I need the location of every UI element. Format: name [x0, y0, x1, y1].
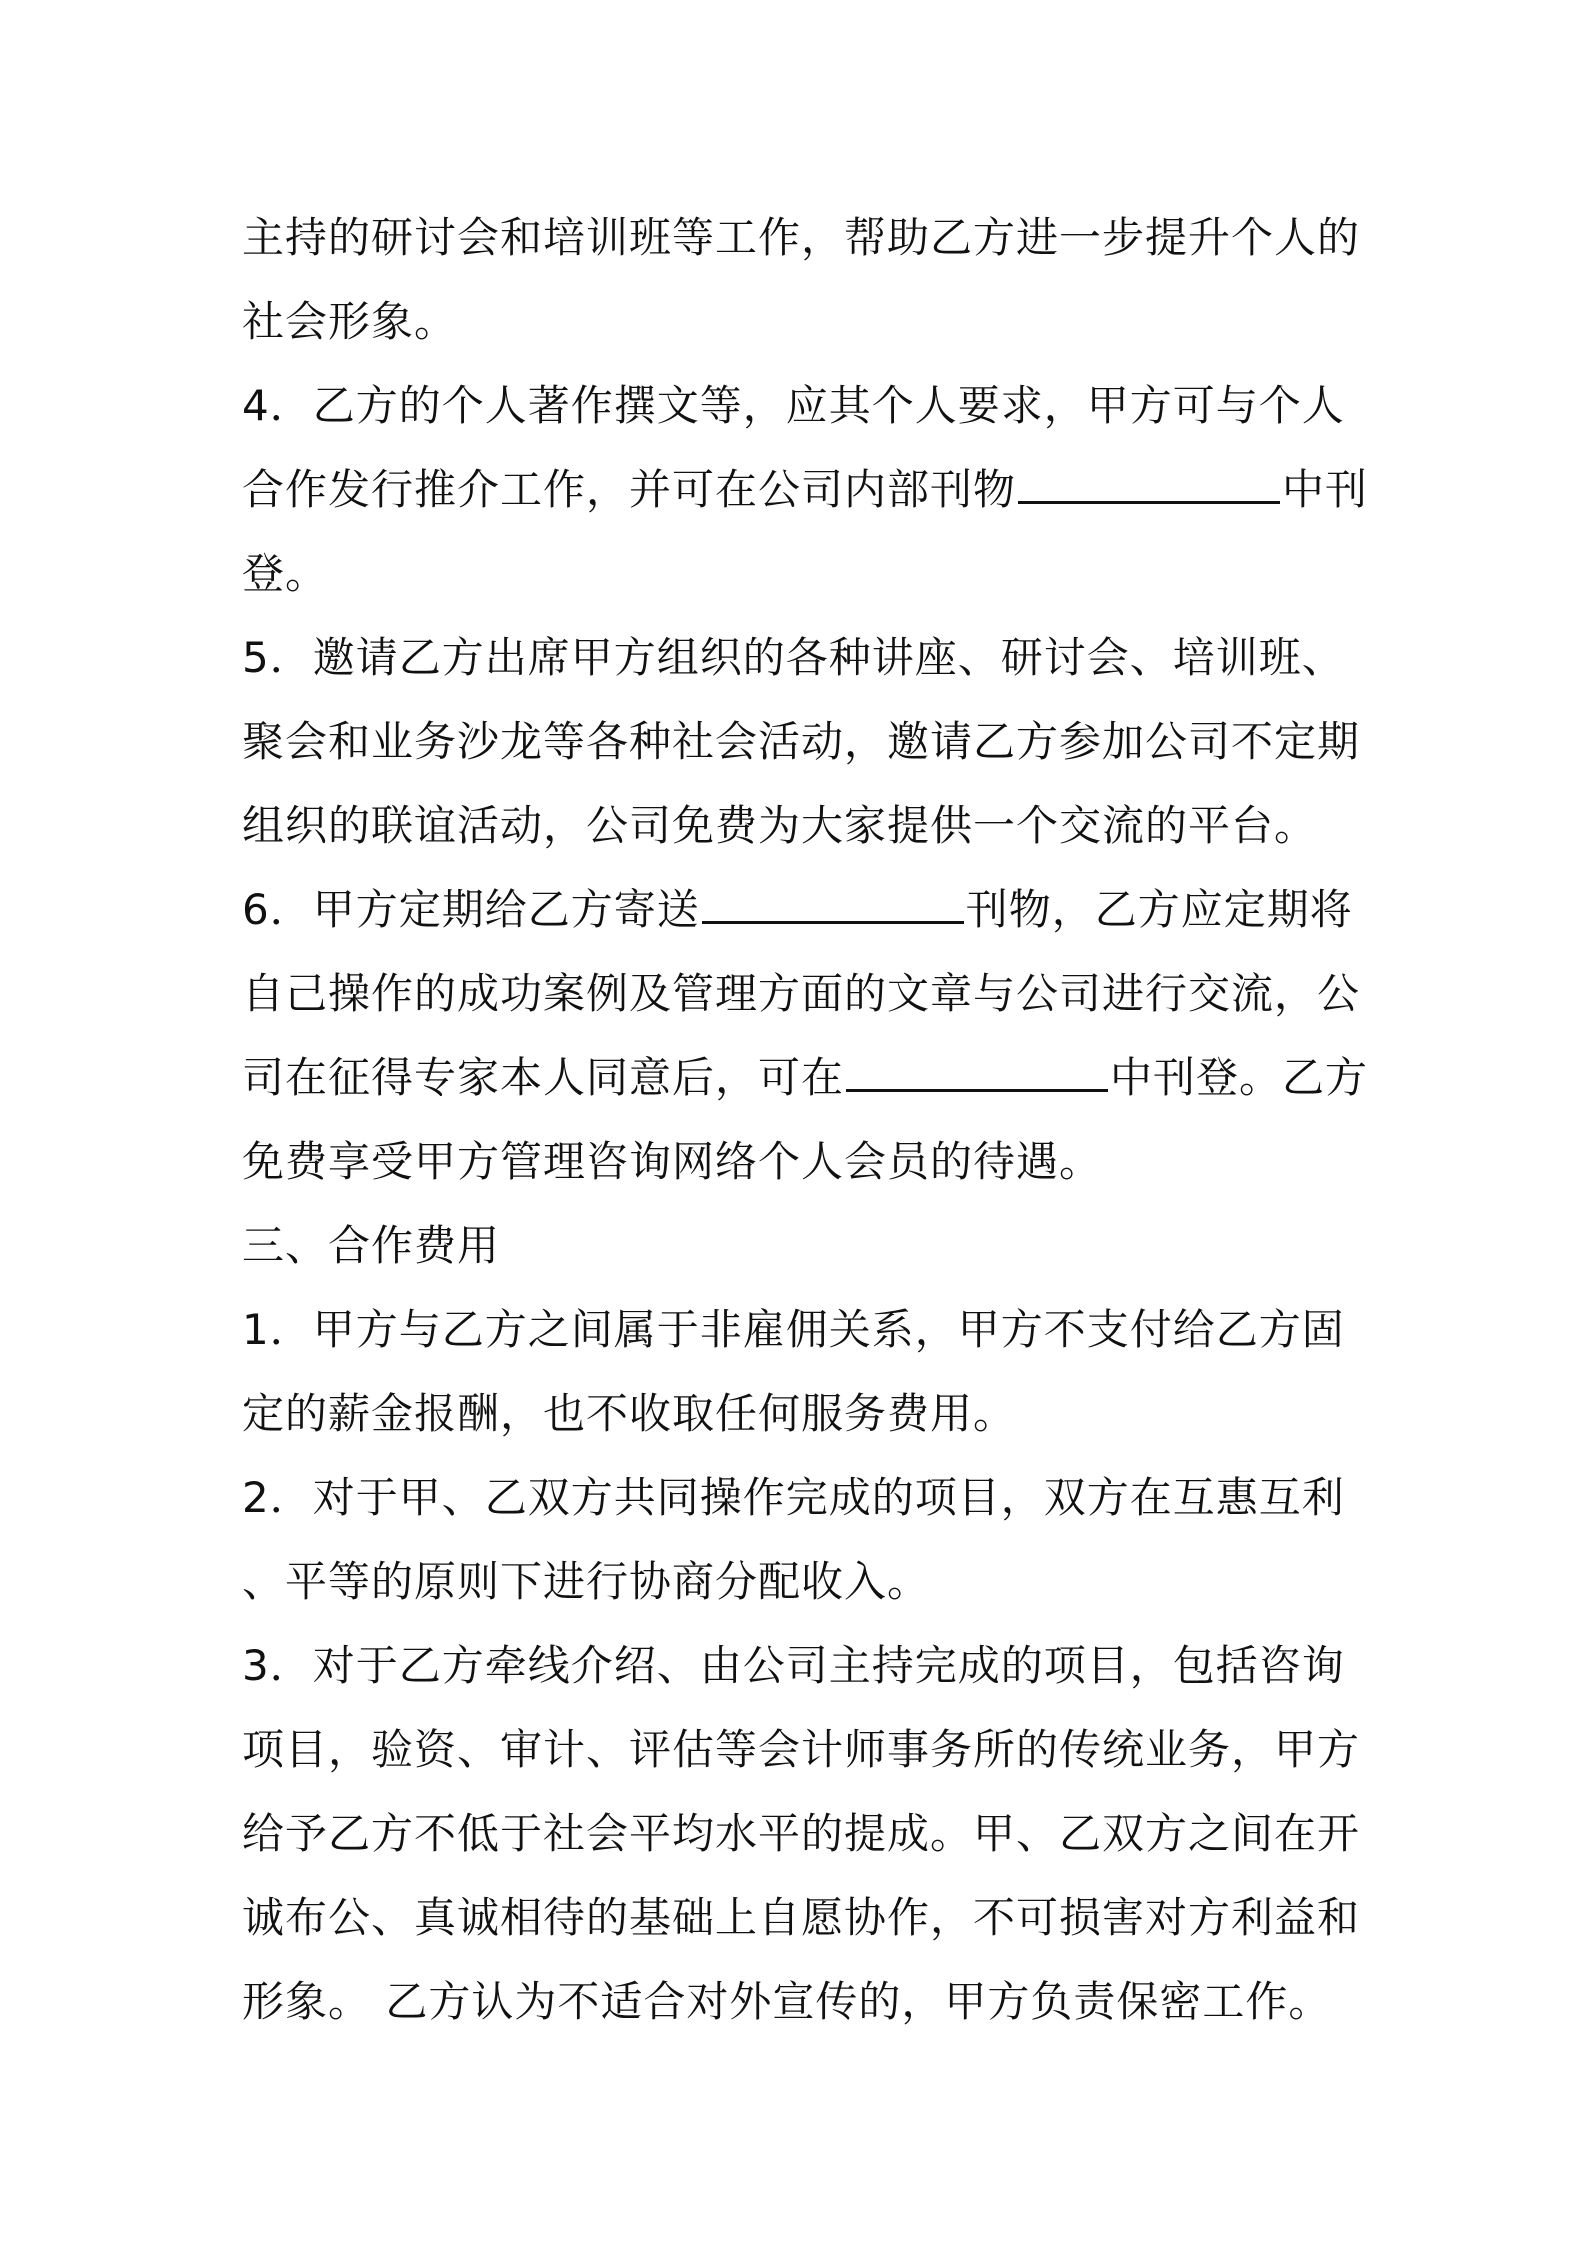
text-segment: 司在征得专家本人同意后，可在 — [242, 1053, 845, 1102]
text-line — [242, 448, 1369, 532]
text-line: 主持的研讨会和培训班等工作，帮助乙方进一步提升个人的 — [242, 213, 1361, 262]
fill-in-blank — [1018, 471, 1280, 504]
fill-in-blank — [846, 1059, 1108, 1092]
text-line: 组织的联谊活动，公司免费为大家提供一个交流的平台。 — [242, 801, 1318, 850]
text-line: 项目，验资、审计、评估等会计师事务所的传统业务，甲方 — [242, 1725, 1361, 1774]
text-segment: 刊物，乙方应定期将 — [965, 885, 1353, 934]
text-line: 自己操作的成功案例及管理方面的文章与公司进行交流，公 — [242, 969, 1361, 1018]
text-line: 2．对于甲、乙双方共同操作完成的项目，双方在互惠互利 — [242, 1473, 1345, 1522]
text-line: 5．邀请乙方出席甲方组织的各种讲座、研讨会、培训班、 — [242, 633, 1345, 682]
text-line: 聚会和业务沙龙等各种社会活动，邀请乙方参加公司不定期 — [242, 717, 1361, 766]
document-body — [242, 196, 1369, 2044]
text-line: 1．甲方与乙方之间属于非雇佣关系，甲方不支付给乙方固 — [242, 1305, 1345, 1354]
text-segment: 中刊 — [1282, 465, 1369, 514]
text-segment: 中刊登。乙方 — [1110, 1053, 1369, 1102]
text-line: 给予乙方不低于社会平均水平的提成。甲、乙双方之间在开 — [242, 1809, 1361, 1858]
text-segment: 合作发行推介工作，并可在公司内部刊物 — [242, 465, 1017, 514]
text-line: 免费享受甲方管理咨询网络个人会员的待遇。 — [242, 1137, 1103, 1186]
text-line: 登。 — [242, 549, 329, 598]
text-line: 3．对于乙方牵线介绍、由公司主持完成的项目，包括咨询 — [242, 1641, 1345, 1690]
text-line: 4．乙方的个人著作撰文等，应其个人要求，甲方可与个人 — [242, 381, 1345, 430]
fill-in-blank — [702, 891, 964, 924]
text-line: 形象。 乙方认为不适合对外宣传的，甲方负责保密工作。 — [242, 1977, 1332, 2026]
text-segment: 6．甲方定期给乙方寄送 — [242, 885, 700, 934]
text-line: 、平等的原则下进行协商分配收入。 — [242, 1557, 931, 1606]
text-line: 诚布公、真诚相待的基础上自愿协作，不可损害对方利益和 — [242, 1893, 1361, 1942]
text-line — [242, 868, 1362, 952]
text-line: 社会形象。 — [242, 297, 458, 346]
section-heading: 三、合作费用 — [242, 1221, 501, 1270]
text-line — [242, 1036, 1369, 1120]
text-line: 定的薪金报酬，也不收取任何服务费用。 — [242, 1389, 1017, 1438]
